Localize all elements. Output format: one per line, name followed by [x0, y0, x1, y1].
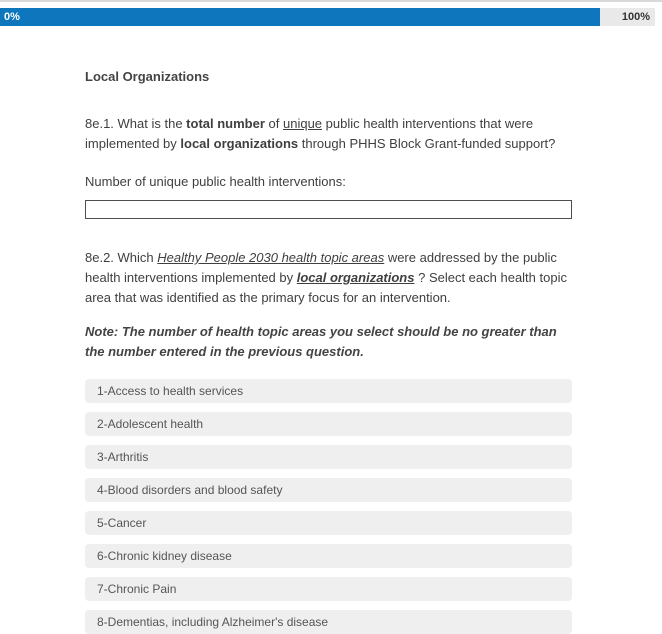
progress-bar-fill	[0, 8, 600, 26]
text-fragment: total number	[186, 116, 265, 131]
question-8e2-text	[85, 248, 572, 308]
health-topic-option[interactable]: 2-Adolescent health	[85, 412, 572, 436]
text-fragment: ? Select each health topic area that was identified as the primary focus for an intervention.	[85, 270, 567, 305]
text-fragment: through PHHS Block Grant-funded support?	[298, 136, 556, 151]
progress-start-label: 0%	[4, 11, 20, 23]
question-8e1-text	[85, 114, 572, 154]
text-fragment: local organizations	[296, 270, 415, 285]
progress-bar	[0, 8, 655, 26]
progress-bar-track	[600, 8, 655, 26]
section-title: Local Organizations	[85, 69, 210, 84]
survey-content	[85, 70, 572, 634]
interventions-count-input[interactable]	[85, 200, 572, 219]
interventions-count-label: Number of unique public health interventions:	[85, 174, 346, 189]
text-fragment: were addressed by the public health interventions implemented by	[85, 250, 557, 285]
text-fragment: 8e.1. What is the	[85, 116, 187, 131]
health-topic-list	[85, 379, 572, 634]
health-topic-option[interactable]: 8-Dementias, including Alzheimer's disease	[85, 610, 572, 634]
text-fragment: 8e.2. Which	[85, 250, 158, 265]
text-fragment: local organizations	[180, 136, 299, 151]
health-topic-option[interactable]: 5-Cancer	[85, 511, 572, 535]
question-8e2-note: Note: The number of health topic areas you select should be no greater than the number entered in the previous question.	[85, 324, 557, 359]
health-topic-option[interactable]: 7-Chronic Pain	[85, 577, 572, 601]
page-top-divider	[0, 0, 662, 2]
progress-end-label: 100%	[621, 11, 650, 23]
text-fragment: Healthy People 2030 health topic areas	[157, 250, 385, 265]
health-topic-option[interactable]: 6-Chronic kidney disease	[85, 544, 572, 568]
text-fragment: unique	[282, 116, 323, 131]
health-topic-option[interactable]: 3-Arthritis	[85, 445, 572, 469]
text-fragment: of	[264, 116, 283, 131]
health-topic-option[interactable]: 1-Access to health services	[85, 379, 572, 403]
text-fragment: public health interventions that were implemented by	[85, 116, 534, 151]
health-topic-option[interactable]: 4-Blood disorders and blood safety	[85, 478, 572, 502]
